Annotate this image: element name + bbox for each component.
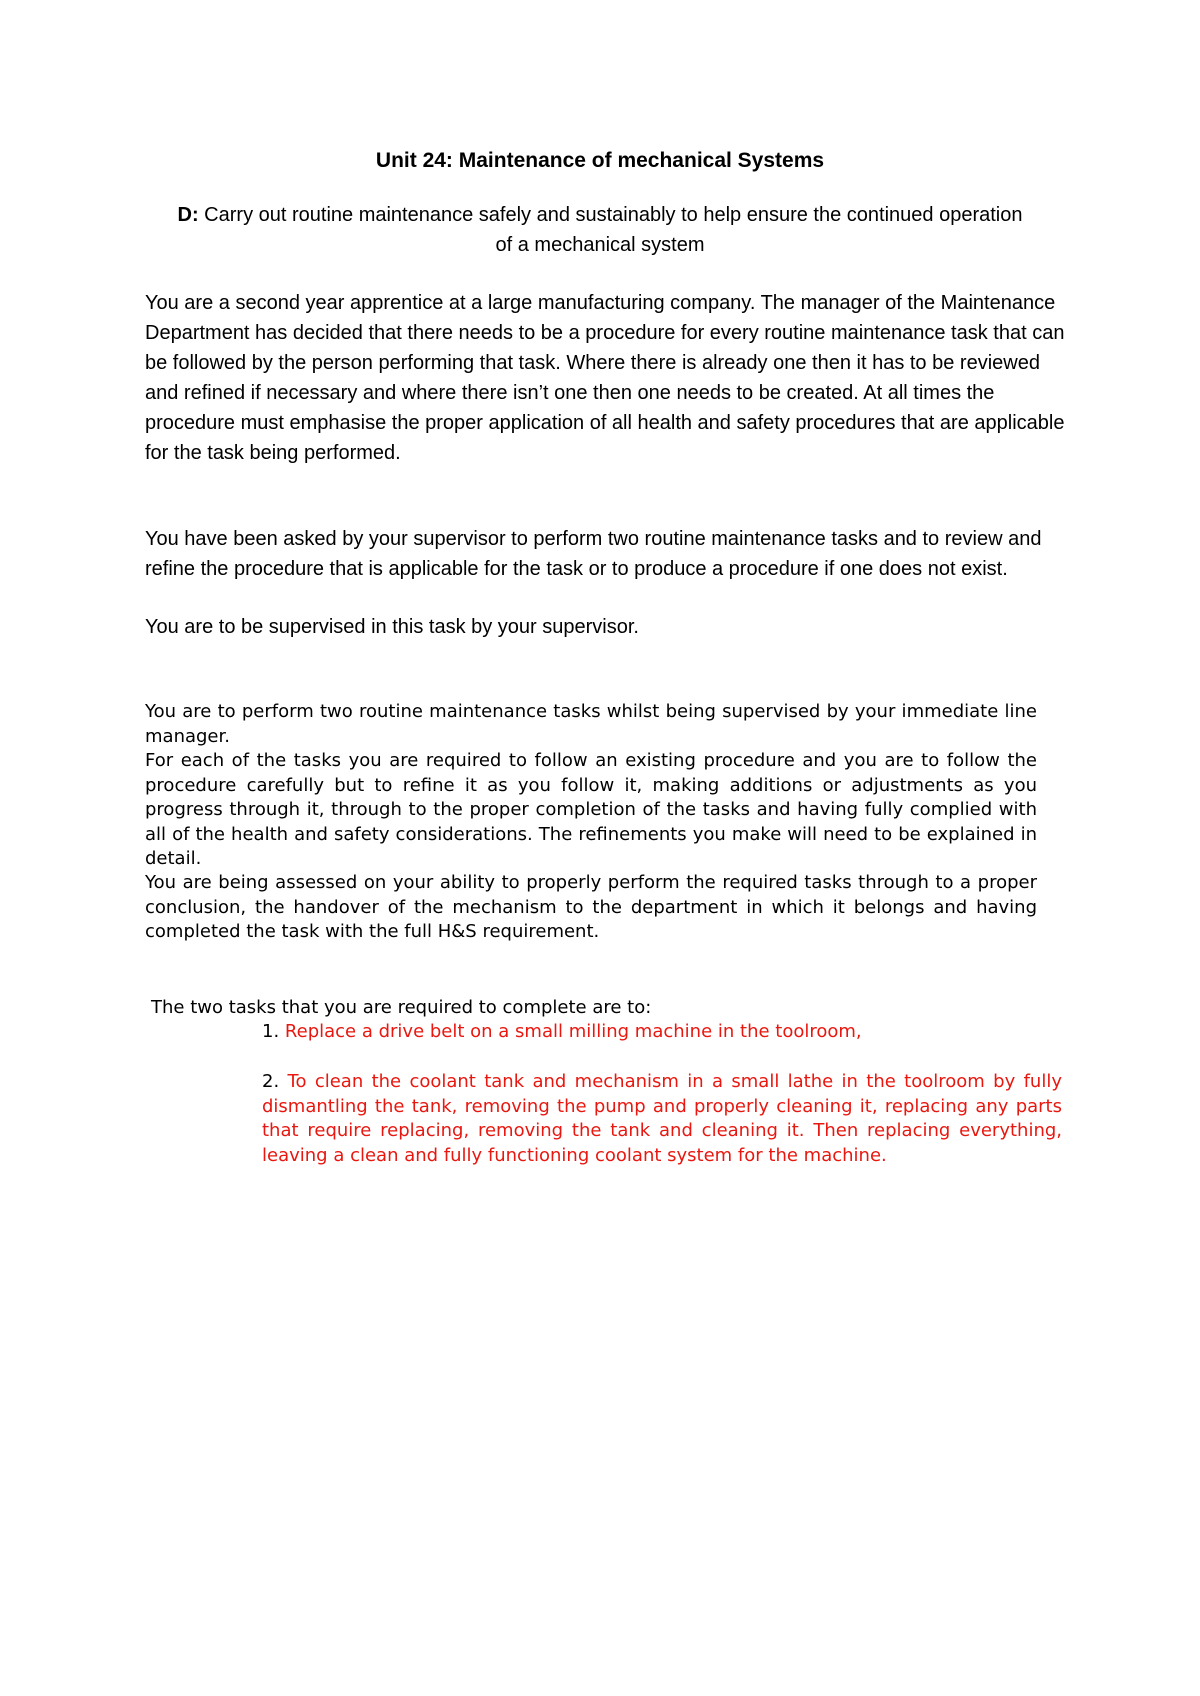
scenario-paragraph: You are a second year apprentice at a large manufacturing company. The manager of the Maintenance Department has decided that there needs to be a procedure for every routine maintenance task that can be followed by the person performing that task. Where there is already one then it has to be reviewed and refined if necessary and where there isn’t one then one needs to be created. At all times the procedure must emphasise the proper application of all health and safety procedures that are applicable for the task being performed.	[145, 292, 1065, 464]
task-text: To clean the coolant tank and mechanism in a small lathe in the toolroom by fully dismantling the tank, removing the pump and properly cleaning it, replacing any parts that require replacing, removing the tank and cleaning it. Then replacing everything, leaving a clean and fully functioning coolant system for the machine.	[262, 1071, 1062, 1166]
task-text: Replace a drive belt on a small milling machine in the toolroom,	[284, 1021, 862, 1042]
instruction-paragraph-2: For each of the tasks you are required to follow an existing procedure and you are to follow the procedure carefully but to refine it as you follow it, making additions or adjustments as you progress through it, through to the proper completion of the tasks and having fully complied with all of the health and safety considerations. The refinements you make will need to be explained in detail.	[145, 750, 1037, 870]
instruction-paragraph-3: You are being assessed on your ability to properly perform the required tasks through to a proper conclusion, the handover of the mechanism to the department in which it belongs and having completed the task with the full H&S requirement.	[145, 872, 1037, 943]
request-paragraph: You have been asked by your supervisor to perform two routine maintenance tasks and to review and refine the procedure that is applicable for the task or to produce a procedure if one does not exist.	[145, 528, 1042, 580]
task-item-1	[262, 1020, 1062, 1045]
instruction-paragraph-1: You are to perform two routine maintenance tasks whilst being supervised by your immediate line manager.	[145, 701, 1037, 747]
task-item-2	[262, 1070, 1062, 1168]
supervision-paragraph: You are to be supervised in this task by your supervisor.	[145, 616, 639, 638]
tasks-intro: The two tasks that you are required to complete are to:	[151, 997, 652, 1018]
document-title: Unit 24: Maintenance of mechanical Systems	[375, 149, 825, 172]
subtitle-lead: D:	[177, 204, 199, 226]
task-number: 2.	[262, 1071, 280, 1092]
task-number: 1.	[262, 1021, 280, 1042]
document-subtitle	[170, 200, 1030, 260]
subtitle-text: Carry out routine maintenance safely and sustainably to help ensure the continued operation of a mechanical system	[198, 204, 1023, 256]
